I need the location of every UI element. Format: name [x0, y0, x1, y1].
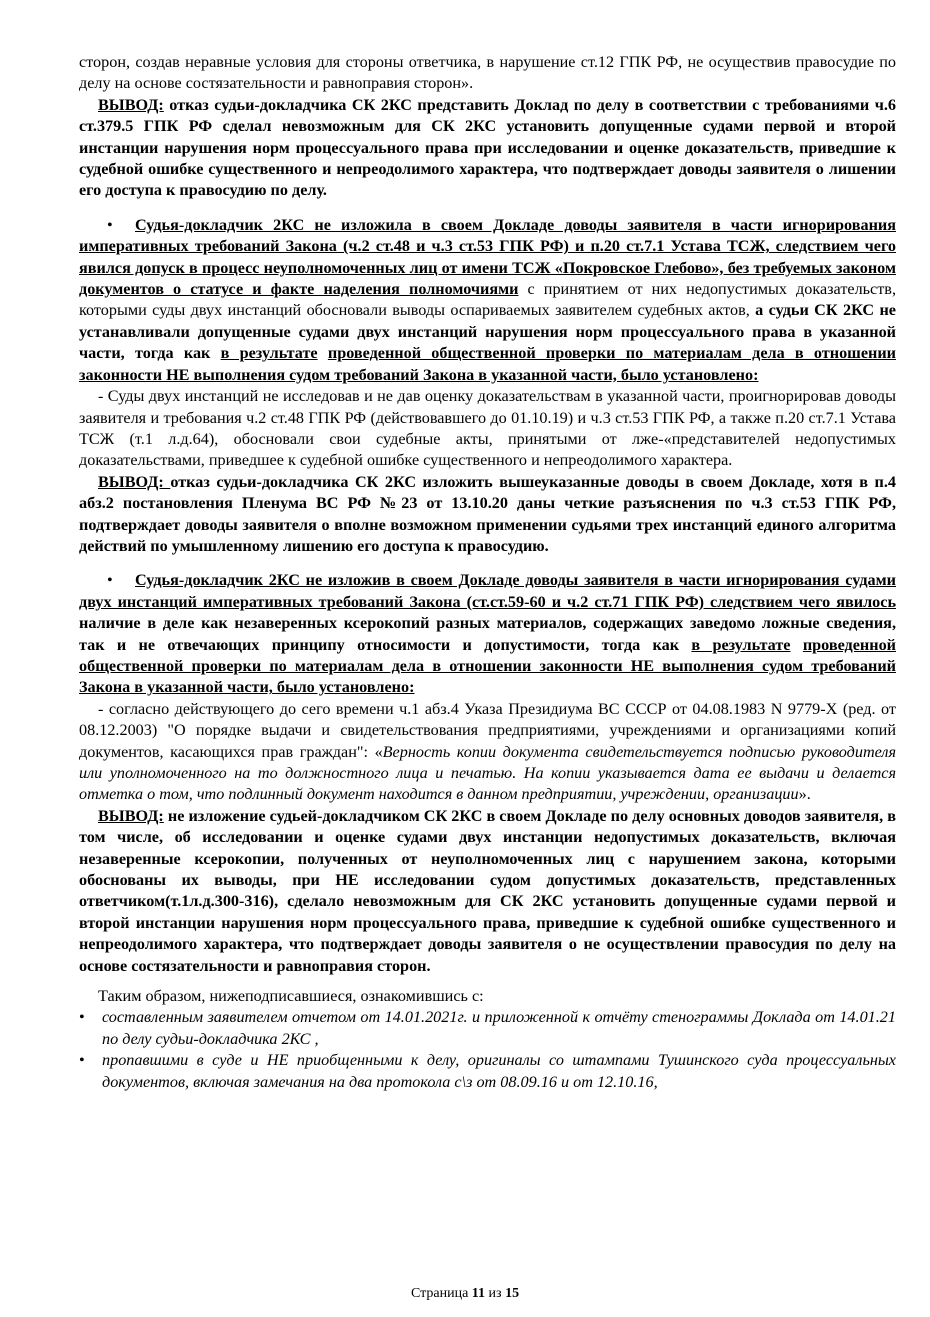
- bullet-space: [318, 344, 328, 362]
- conclusion-label: ВЫВОД:: [98, 95, 164, 114]
- summary-intro: [79, 986, 896, 1007]
- finding-text: - согласно действующего до сего времени ч.1 абз.4 Указа Президиума ВС СССР от 04.08.1983 N 9779-X (ред. от 08.12.2003) "О порядке выдачи и свидетельствования предприятиями, учреждениями и организациями копий документов, касающихся прав граждан": «: [79, 699, 896, 761]
- list-item: • составленным заявителем отчетом от 14.01.2021г. и приложенной к отчёту стенограммы Доклада от 14.01.21 по делу судьи-докладчика 2КС ,: [79, 1007, 896, 1050]
- bullet-lead-underlined: • Судья-докладчик 2КС не изложив в своем Докладе доводы заявителя в части игнорирования судами двух инстанций императивных требований Закона (ст.ст.59-60 и ч.2 ст.71 ГПК РФ) следствием чего явилось: [79, 571, 896, 610]
- conclusion-2: [79, 472, 896, 558]
- finding-2: [79, 699, 896, 806]
- summary-intro-text: Таким образом, нижеподписавшиеся, ознакомившись с:: [98, 987, 484, 1006]
- paragraph-continuation: [79, 52, 896, 95]
- conclusion-label: ВЫВОД:: [98, 806, 164, 825]
- conclusion-text: отказ судьи-докладчика СК 2КС представить Доклад по делу в соответствии с требованиями ч.6 ст.379.5 ГПК РФ сделал невозможным для СК 2КС установить допущенные судами первой и второй инстанции нарушения норм процессуального права при исследовании и оценке доказательств, приведшие к судебной ошибке существенного и непреодолимого характера, что подтверждает доводы заявителя о лишении его доступа к правосудию по делу.: [79, 95, 896, 200]
- current-page-number: 11: [471, 1286, 486, 1301]
- conclusion-1: [79, 95, 896, 202]
- bullet-bold-text: наличие в деле как незаверенных ксерокопий разных материалов, содержащих заведомо ложные сведения, так и не отвечающих принципу относимости и допустимости, тогда как: [79, 614, 896, 654]
- bullet-underlined-finding: проведенной общественной проверки по материалам дела в отношении законности НЕ выполнения судом требований Закона в указанной части, было установлено:: [79, 344, 896, 384]
- bullet-underlined-phrase: в результате: [691, 635, 791, 654]
- bullet-point-1: [79, 215, 896, 386]
- bullet-underlined-finding: проведенной общественной проверки по материалам дела в отношении законности НЕ выполнения судом требований Закона в указанной части, было установлено:: [79, 635, 896, 697]
- page-label: Страница: [410, 1286, 472, 1301]
- bullet-underlined-phrase: в результате: [220, 344, 318, 363]
- bullet-text: с принятием от них недопустимых доказательств, которыми суды двух инстанций обосновали выводы оспариваемых заявителем судебных актов,: [79, 280, 896, 320]
- conclusion-text: не изложение судьей-докладчиком СК 2КС в своем Докладе по делу основных доводов заявителя, в том числе, об исследовании и оценке судами двух инстанции недопустимых доказательств, включая незаверенные ксерокопии, полученных от неуполномоченных лиц с нарушением закона, которыми обоснованы их выводы, при НЕ исследовании судом допустимых доказательств, представленных ответчиком(т.1л.д.300-316), сделало невозможным для СК 2КС установить допущенные судами первой и второй инстанции нарушения норм процессуального права, приведшие к судебной ошибке существенного и непреодолимого характера, что подтверждает доводы заявителя о не осуществлении правосудия по делу на основе состязательности и равноправия сторон.: [79, 806, 896, 975]
- list-item: • пропавшими в суде и НЕ приобщенными к делу, оригиналы со штампами Тушинского суда процессуальных документов, включая замечания на два протокола с\з от 08.09.16 и от 12.10.16,: [79, 1050, 896, 1093]
- quoted-decree-text: Верность копии документа свидетельствуется подписью руководителя или уполномоченного на то должностного лица и печатью. На копии указывается дата ее выдачи и делается отметка о том, что подлинный документ находится в данном предприятии, учреждении, организации: [79, 742, 896, 804]
- bullet-point-2: [79, 570, 896, 698]
- finding-text: - Суды двух инстанций не исследовав и не дав оценку доказательствам в указанной части, проигнорировав доводы заявителя и требования ч.2 ст.48 ГПК РФ (действовавшего до 01.10.19) и ч.3 ст.53 ГПК РФ, а также п.20 ст.7.1 Устава ТСЖ (т.1 л.д.64), обосновали свои судебные акты, принятыми от лже-«представителей недопустимых доказательствами, приведшее к судебной ошибке существенного и непреодолимого характера.: [79, 387, 896, 470]
- finding-1: [79, 386, 896, 472]
- paragraph-text: сторон, создав неравные условия для стороны ответчика, в нарушение ст.12 ГПК РФ, не осуществив правосудие по делу на основе состязательности и равноправия сторон».: [79, 53, 896, 93]
- conclusion-text: отказ судьи-докладчика СК 2КС изложить вышеуказанные доводы в своем Докладе, хотя в п.4 абз.2 постановления Пленума ВС РФ №23 от 13.10.20 даны четкие разъяснения по ч.3 ст.53 ГПК РФ, подтверждает доводы заявителя о вполне возможном применении судьями трех инстанций единого алгоритма действий по умышленному лишению его доступа к правосудию.: [79, 472, 896, 555]
- conclusion-label: ВЫВОД:: [98, 472, 171, 491]
- page-footer: [0, 1283, 930, 1304]
- bullet-bold-text: а судьи СК 2КС не устанавливали допущенные судами двух инстанций нарушения норм процессуального права в указанной части, тогда как: [79, 301, 896, 363]
- total-pages-number: 15: [505, 1286, 520, 1301]
- page-of-label: из: [485, 1286, 506, 1301]
- bullet-lead-underlined: • Судья-докладчик 2КС не изложила в своем Докладе доводы заявителя в части игнорирования императивных требований Закона (ч.2 ст.48 и ч.3 ст.53 ГПК РФ) и п.20 ст.7.1 Устава ТСЖ, следствием чего явился допуск в процесс неуполномоченных лиц от имени ТСЖ «Покровское Глебово», без требуемых законом документов о статусе и факте наделения полномочиями: [79, 216, 896, 298]
- quote-end: ».: [798, 785, 811, 804]
- bullet-space: [790, 636, 802, 654]
- reviewed-documents-list: [79, 1007, 896, 1093]
- conclusion-3: [79, 806, 896, 977]
